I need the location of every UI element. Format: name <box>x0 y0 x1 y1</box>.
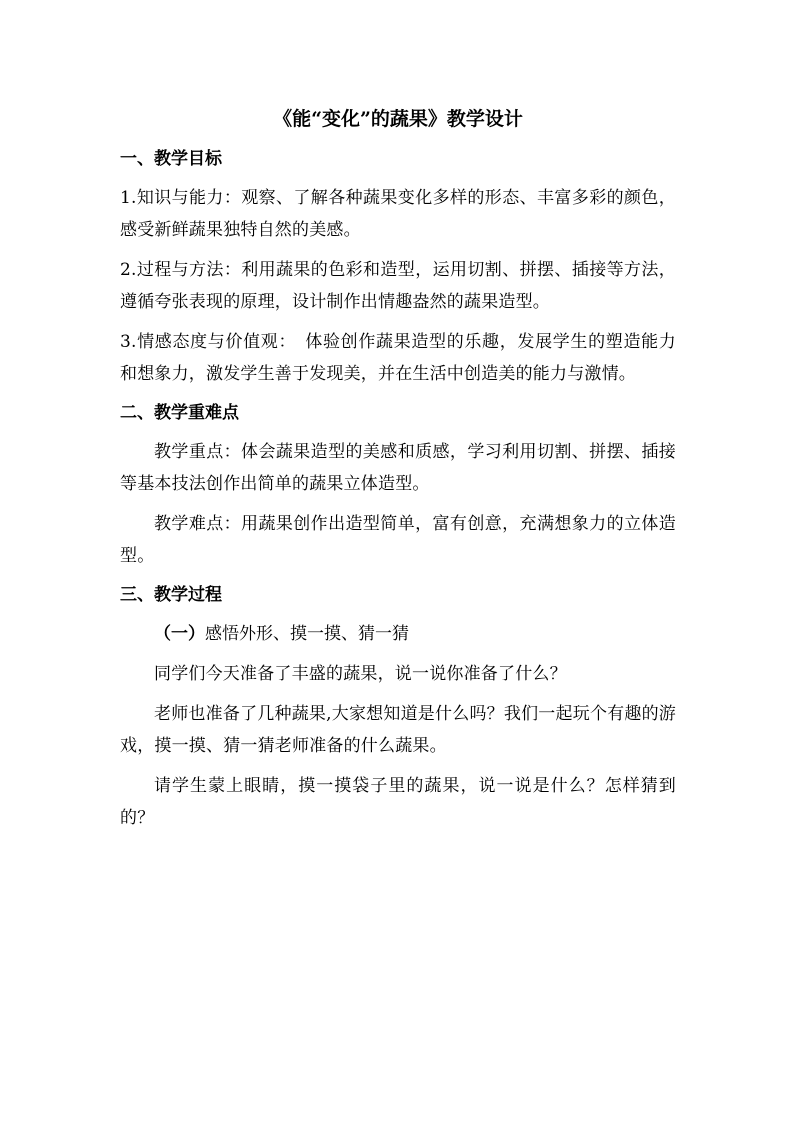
subsection-heading-sense <box>120 618 676 650</box>
section-heading-objectives: 一、教学目标 <box>120 149 222 169</box>
process-paragraph: 老师也准备了几种蔬果,大家想知道是什么吗？我们一起玩个有趣的游戏，摸一摸、猜一猜老师准备的什么蔬果。 <box>120 704 676 756</box>
process-paragraph: 同学们今天准备了丰盛的蔬果，说一说你准备了什么？ <box>154 664 567 684</box>
subsection-title: 感悟外形、摸一摸、猜一猜 <box>205 624 409 644</box>
objective-item-knowledge: 1.知识与能力：观察、了解各种蔬果变化多样的形态、丰富多彩的颜色，感受新鲜蔬果独特自然的美感。 <box>120 188 676 240</box>
difficult-point-paragraph: 教学难点：用蔬果创作出造型简单，富有创意，充满想象力的立体造型。 <box>120 514 676 566</box>
process-paragraph: 请学生蒙上眼睛，摸一摸袋子里的蔬果，说一说是什么？怎样猜到的？ <box>120 776 676 828</box>
objective-item-emotion: 3.情感态度与价值观： 体验创作蔬果造型的乐趣，发展学生的塑造能力和想象力，激发学生善于发现美，并在生活中创造美的能力与激情。 <box>120 332 676 384</box>
key-point-paragraph: 教学重点：体会蔬果造型的美感和质感，学习利用切割、拼摆、插接等基本技法创作出简单的蔬果立体造型。 <box>120 442 676 494</box>
subsection-marker: （一） <box>154 624 205 644</box>
document-content <box>120 104 676 842</box>
section-heading-key-points: 二、教学重难点 <box>120 403 239 423</box>
section-heading-process: 三、教学过程 <box>120 585 222 605</box>
objective-item-process: 2.过程与方法：利用蔬果的色彩和造型，运用切割、拼摆、插接等方法，遵循夸张表现的原理，设计制作出情趣盎然的蔬果造型。 <box>120 260 676 312</box>
document-title: 《能“变化”的蔬果》教学设计 <box>273 108 523 130</box>
